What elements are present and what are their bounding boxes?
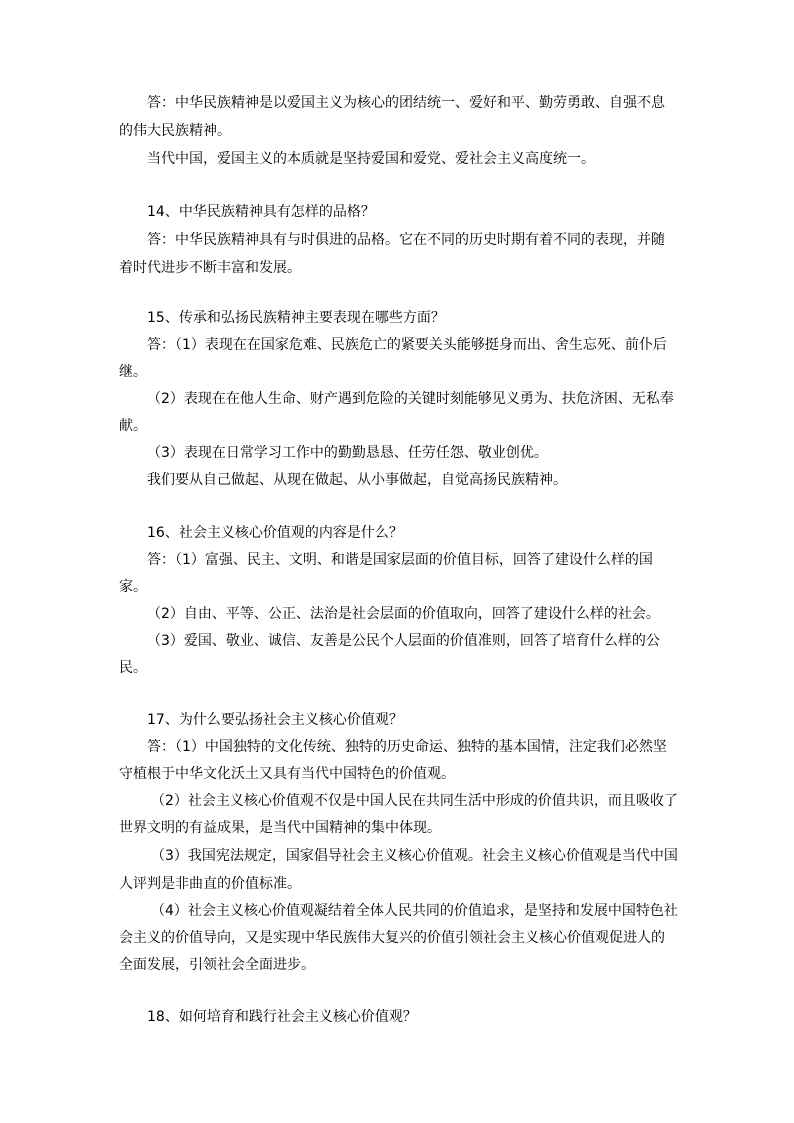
answer-17-line-9: 全面发展，引领社会全面进步。 — [119, 957, 315, 973]
question-15: 15、传承和弘扬民族精神主要表现在哪些方面？ — [147, 310, 445, 326]
answer-16-line-1: 答：（1）富强、民主、文明、和谐是国家层面的价值目标，回答了建设什么样的国 — [147, 552, 653, 568]
answer-14-line-1: 答：中华民族精神具有与时俱进的品格。它在不同的历史时期有着不同的表现，并随 — [147, 232, 665, 248]
answer-17-line-5: （3）我国宪法规定，国家倡导社会主义核心价值观。社会主义核心价值观是当代中国 — [151, 848, 678, 864]
answer-17-line-8: 会主义的价值导向，又是实现中华民族伟大复兴的价值引领社会主义核心价值观促进人的 — [119, 930, 665, 946]
question-17: 17、为什么要弘扬社会主义核心价值观？ — [147, 712, 403, 728]
answer-15-line-1: 答：（1）表现在在国家危难、民族危亡的紧要关头能够挺身而出、舍生忘死、前仆后 — [147, 337, 667, 353]
answer-17-line-7: （4）社会主义核心价值观凝结着全体人民共同的价值追求，是坚持和发展中国特色社 — [151, 903, 678, 919]
answer-15-line-2: 继。 — [119, 364, 147, 380]
answer-17-line-1: 答：（1）中国独特的文化传统、独特的历史命运、独特的基本国情，注定我们必然坚 — [147, 739, 667, 755]
answer-13-line-1: 答：中华民族精神是以爱国主义为核心的团结统一、爱好和平、勤劳勇敢、自强不息 — [147, 95, 665, 111]
answer-17-line-6: 人评判是非曲直的价值标准。 — [119, 876, 301, 892]
answer-17-line-3: （2）社会主义核心价值观不仅是中国人民在共同生活中形成的价值共识，而且吸收了 — [151, 793, 678, 809]
answer-17-line-2: 守植根于中华文化沃土又具有当代中国特色的价值观。 — [119, 766, 455, 782]
answer-13-line-2: 的伟大民族精神。 — [119, 123, 231, 139]
answer-14-line-2: 着时代进步不断丰富和发展。 — [119, 260, 301, 276]
answer-16-line-3: （2）自由、平等、公正、法治是社会层面的价值取向，回答了建设什么样的社会。 — [147, 606, 660, 622]
answer-16-line-4: （3）爱国、敬业、诚信、友善是公民个人层面的价值准则，回答了培育什么样的公 — [147, 633, 660, 649]
answer-15-line-4: 献。 — [119, 418, 147, 434]
answer-13-line-3: 当代中国，爱国主义的本质就是坚持爱国和爱党、爱社会主义高度统一。 — [147, 151, 595, 167]
question-18: 18、如何培育和践行社会主义核心价值观？ — [147, 1009, 417, 1025]
answer-16-line-5: 民。 — [119, 660, 147, 676]
answer-15-line-3: （2）表现在在他人生命、财产遇到危险的关键时刻能够见义勇为、扶危济困、无私奉 — [147, 391, 674, 407]
answer-15-line-6: 我们要从自己做起、从现在做起、从小事做起，自觉高扬民族精神。 — [147, 472, 567, 488]
question-14: 14、中华民族精神具有怎样的品格？ — [147, 204, 375, 220]
answer-17-line-4: 世界文明的有益成果，是当代中国精神的集中体现。 — [119, 820, 441, 836]
question-16: 16、社会主义核心价值观的内容是什么？ — [147, 525, 403, 541]
answer-16-line-2: 家。 — [119, 579, 147, 595]
answer-15-line-5: （3）表现在日常学习工作中的勤勤恳恳、任劳任怨、敬业创优。 — [147, 445, 548, 461]
